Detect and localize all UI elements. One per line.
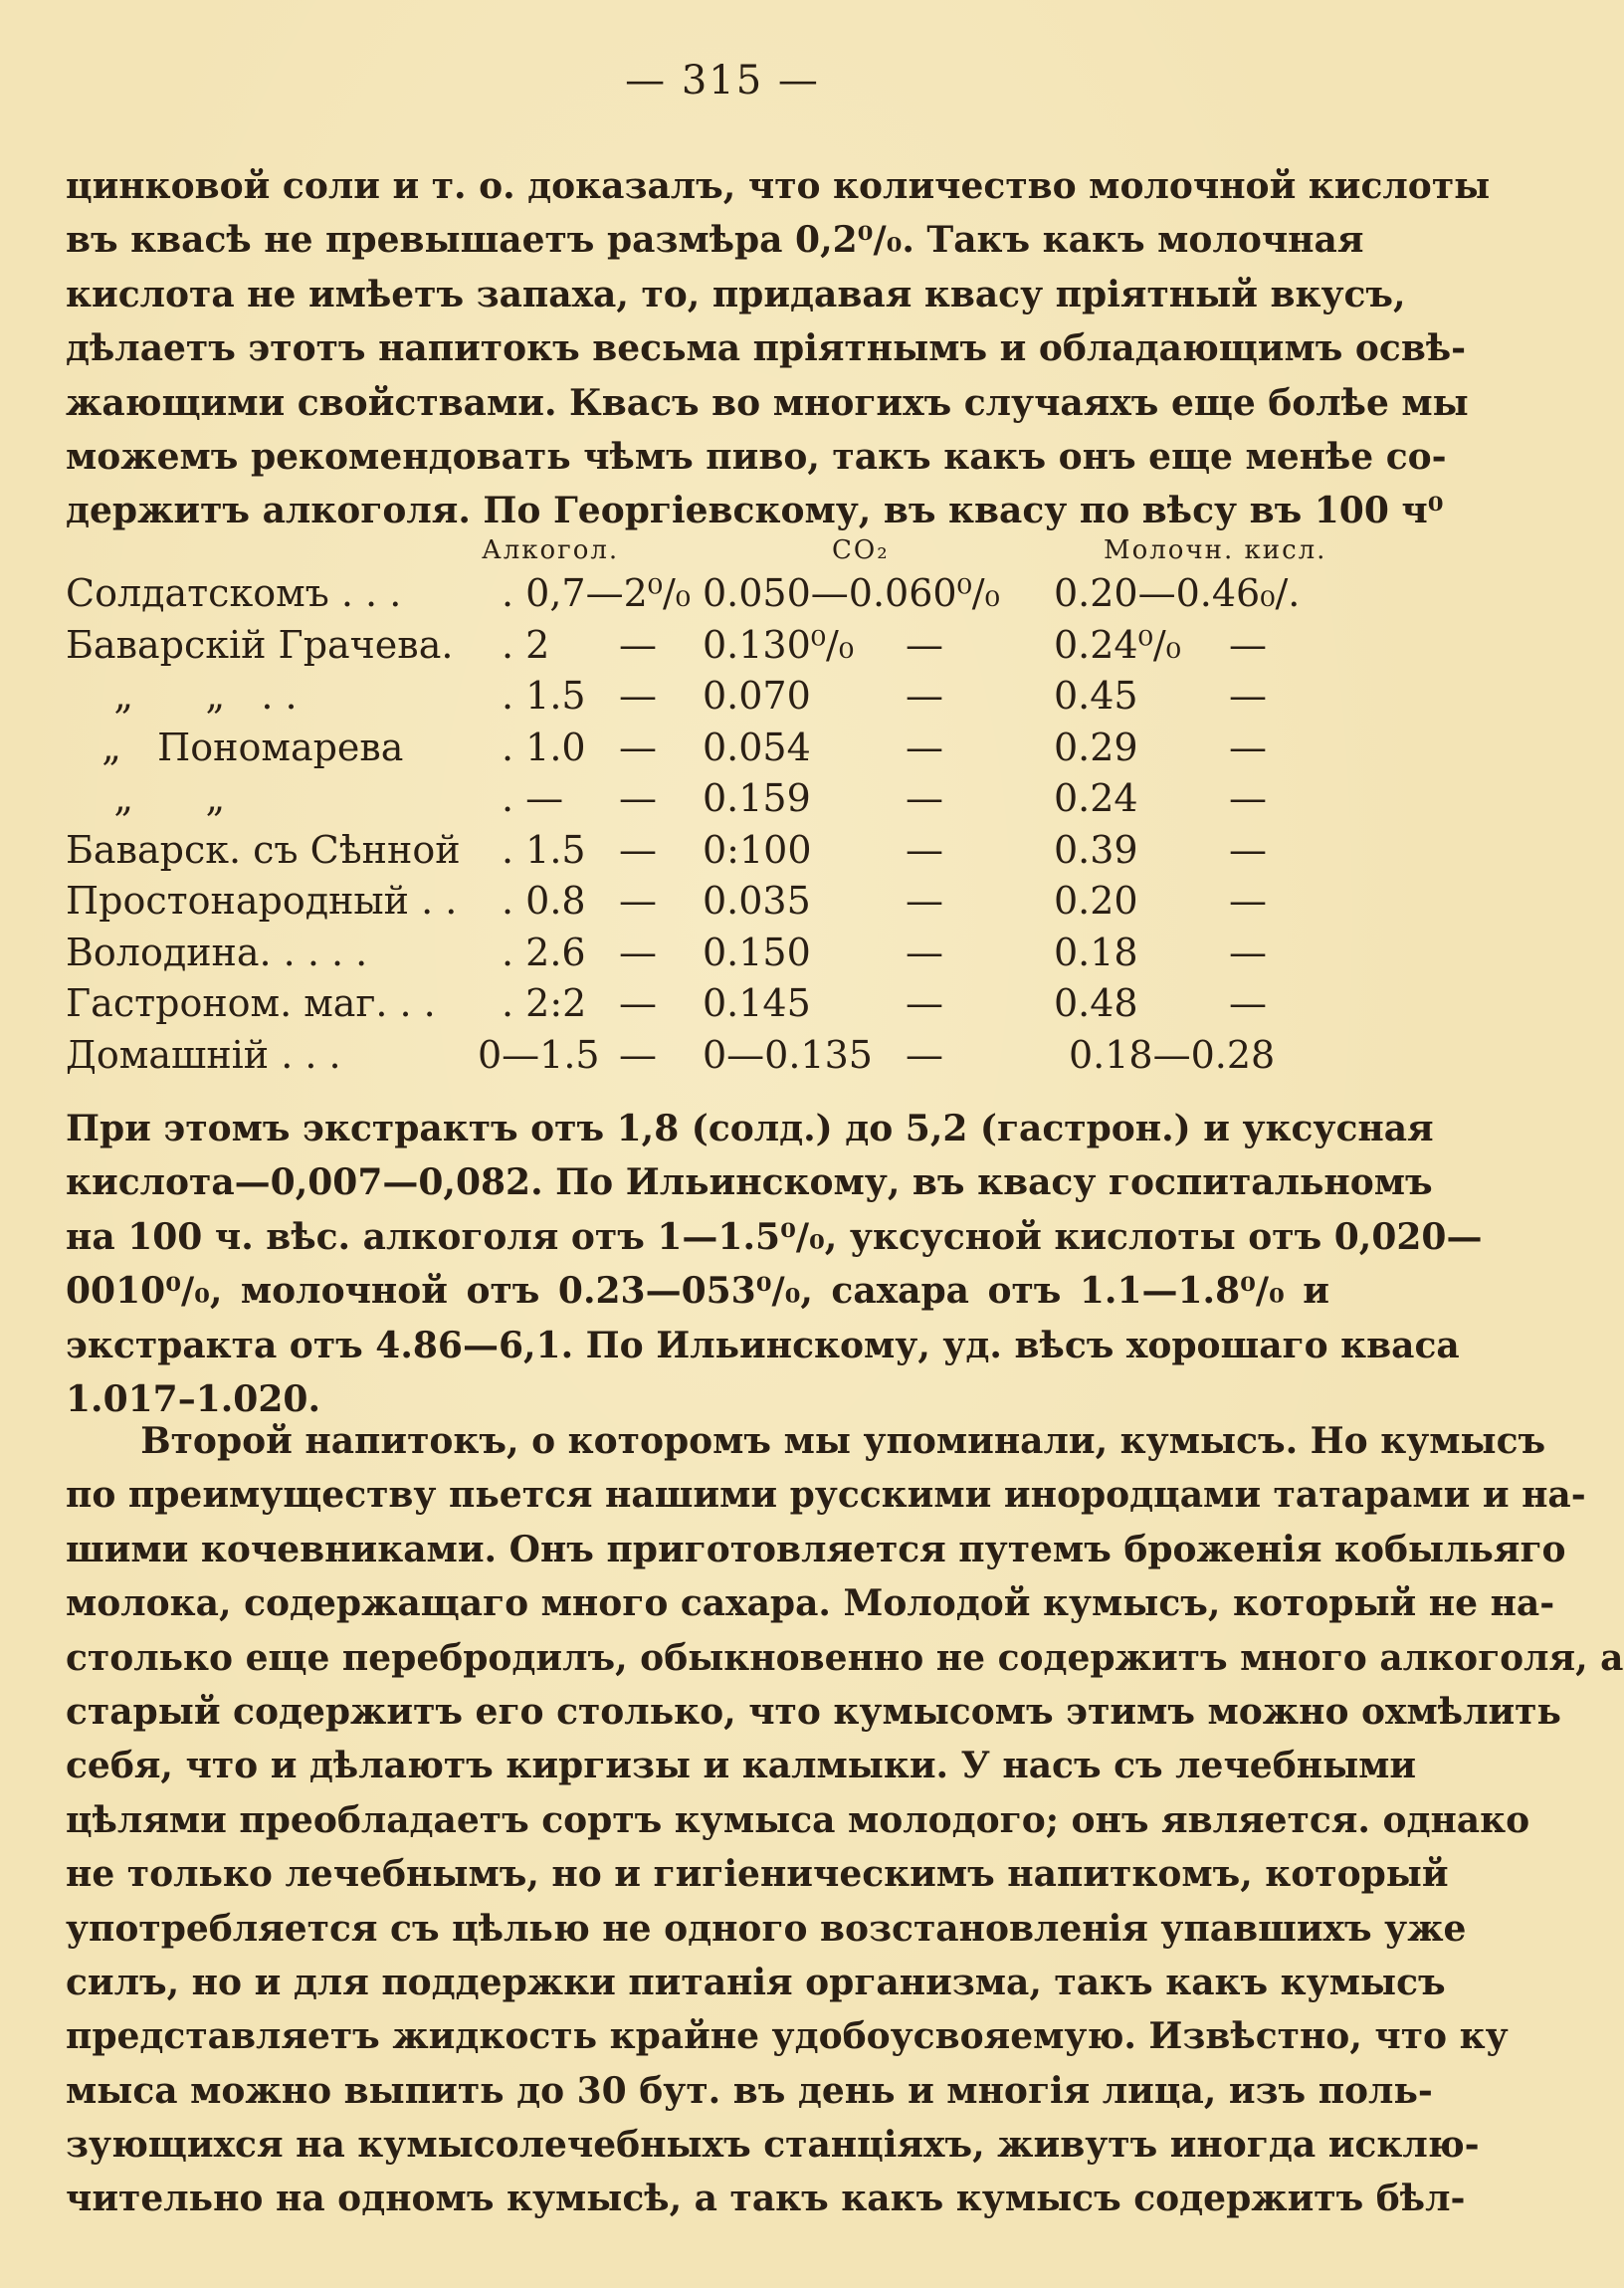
text-line: чительно на одномъ кумысѣ, а такъ какъ кумысъ содержитъ бѣл- [66,2178,1466,2220]
text-line: дѣлаетъ этотъ напитокъ весьма пріятнымъ и обладающимъ освѣ- [66,327,1467,370]
row-alcohol: 0—1.5 [478,1032,600,1077]
row-name: Гастроном. маг. . . [66,981,436,1025]
paragraph-3 [66,1414,1624,2226]
row-dash: — [619,725,657,769]
text-line: можемъ рекомендовать чѣмъ пиво, такъ какъ онъ еще менѣе со- [66,435,1447,478]
row-dash: — [1229,725,1267,769]
text-line: Второй напитокъ, о которомъ мы упоминали, кумысъ. Но кумысъ [66,1420,1546,1462]
row-alcohol: . 1.0 [502,725,586,769]
row-milk-acid: 0.45 [1054,674,1138,718]
header-milk-acid: Молочн. кисл. [1104,535,1327,565]
text-line: силъ, но и для поддержки питанія организма, такъ какъ кумысъ [66,1961,1446,2003]
row-alcohol: . 0.8 [502,879,586,923]
row-dash: — [906,827,943,872]
text-line: въ квасѣ не превышаетъ размѣра 0,2⁰/₀. Такъ какъ молочная [66,219,1364,262]
text-line: столько еще перебродилъ, обыкновенно не содержитъ много алкоголя, а [66,1636,1624,1679]
text-line: 0010⁰/₀, молочной отъ 0.23—053⁰/₀, сахара отъ 1.1—1.8⁰/₀ и [66,1270,1329,1313]
row-alcohol: . 0,7—2⁰/₀ [502,571,692,615]
row-milk-acid: 0.24⁰/₀ [1054,622,1181,667]
row-co2: 0.035 [703,879,811,923]
row-name: Баварск. съ Сѣнной [66,827,461,872]
text-line: цинковой соли и т. о. доказалъ, что количество молочной кислоты [66,165,1491,207]
row-dash: — [906,622,943,667]
text-line: жающими свойствами. Квасъ во многихъ случаяхъ еще болѣе мы [66,381,1469,424]
row-dash: — [906,1032,943,1077]
row-co2: 0—0.135 [703,1032,873,1077]
row-milk-acid: 0.29 [1054,725,1138,769]
row-dash: — [619,622,657,667]
header-co2: CO₂ [832,535,890,565]
row-co2: 0.130⁰/₀ [703,622,855,667]
row-milk-acid: 0.39 [1054,827,1138,872]
text-line: кислота—0,007—0,082. По Ильинскому, въ квасу госпитальномъ [66,1161,1433,1204]
row-co2: 0:100 [703,827,812,872]
table-row [66,726,1359,777]
row-dash: — [619,827,657,872]
row-co2: 0.159 [703,776,811,820]
text-line: представляетъ жидкость крайне удобоусвояемую. Извѣстно, что ку [66,2015,1509,2058]
text-line: на 100 ч. вѣс. алкоголя отъ 1—1.5⁰/₀, уксусной кислоты отъ 0,020— [66,1215,1483,1258]
text-line: по преимуществу пьется нашими русскими инородцами татарами и на- [66,1474,1586,1517]
paragraph-2 [66,1102,1483,1426]
row-co2: 0.050—0.060⁰/₀ [703,571,1000,615]
table-row [66,879,1359,931]
table-row [66,674,1359,726]
table-row [66,931,1359,982]
row-name: Солдатскомъ . . . [66,571,402,615]
row-milk-acid: 0.48 [1054,981,1138,1025]
text-line: не только лечебнымъ, но и гигіеническимъ напиткомъ, который [66,1853,1449,1896]
row-dash: — [1229,622,1267,667]
text-line: молока, содержащаго много сахара. Молодой кумысъ, который не на- [66,1582,1555,1625]
kvass-composition-table [66,571,1359,1084]
row-dash: — [906,674,943,718]
row-dash: — [619,879,657,923]
row-name: „ „ . . [66,674,298,718]
row-dash: — [906,725,943,769]
text-line: держитъ алкоголя. По Георгіевскому, въ квасу по вѣсу въ 100 ч⁰ [66,490,1444,532]
text-line: 1.017–1.020. [66,1377,320,1420]
row-dash: — [906,981,943,1025]
row-co2: 0.054 [703,725,811,769]
text-line: себя, что и дѣлаютъ киргизы и калмыки. У насъ съ лечебными [66,1745,1417,1787]
row-dash: — [619,674,657,718]
paragraph-1 [66,159,1491,538]
row-alcohol: . 2.6 [502,930,586,974]
header-alcohol: Алкогол. [482,535,620,565]
table-row [66,828,1359,880]
row-alcohol: . 1.5 [502,827,586,872]
table-row [66,776,1359,828]
row-dash: — [1229,674,1267,718]
row-dash: — [619,776,657,820]
row-name: „ „ [66,776,226,820]
row-co2: 0.150 [703,930,811,974]
row-alcohol: . 2 [502,622,550,667]
text-line: цѣлями преобладаетъ сортъ кумыса молодого; онъ является. однако [66,1798,1530,1841]
row-name: Простонародный . . [66,879,458,923]
text-line: зующихся на кумысолечебныхъ станціяхъ, живутъ иногда исклю- [66,2124,1480,2167]
text-line: При этомъ экстрактъ отъ 1,8 (солд.) до 5,2 (гастрон.) и уксусная [66,1108,1434,1149]
row-dash: — [906,776,943,820]
table-row [66,571,1359,623]
row-dash: — [619,930,657,974]
row-milk-acid: 0.18 [1054,930,1138,974]
text-line: мыса можно выпить до 30 бут. въ день и многія лица, изъ поль- [66,2069,1433,2112]
row-name: Баварскій Грачева. [66,622,454,667]
row-milk-acid: 0.24 [1054,776,1138,820]
row-dash: — [906,930,943,974]
table-row [66,623,1359,675]
row-milk-acid: 0.18—0.28 [1069,1032,1276,1077]
row-name: Володина. . . . . [66,930,368,974]
row-milk-acid: 0.20—0.46₀/. [1054,571,1301,615]
row-dash: — [1229,981,1267,1025]
table-row [66,981,1359,1033]
table-header [66,535,1359,571]
text-line: экстракта отъ 4.86—6,1. По Ильинскому, уд. вѣсъ хорошаго кваса [66,1324,1460,1366]
row-dash: — [1229,879,1267,923]
row-co2: 0.070 [703,674,811,718]
row-dash: — [619,981,657,1025]
row-dash: — [1229,827,1267,872]
row-milk-acid: 0.20 [1054,879,1138,923]
row-name: „ Пономарева [66,725,404,769]
table-row [66,1033,1359,1085]
page-number: — 315 — [625,58,820,104]
row-dash: — [1229,776,1267,820]
row-dash: — [906,879,943,923]
text-line: употребляется съ цѣлью не одного возстановленія упавшихъ уже [66,1907,1467,1950]
text-line: шими кочевниками. Онъ приготовляется путемъ броженія кобыльяго [66,1528,1566,1570]
row-dash: — [619,1032,657,1077]
row-alcohol: . 1.5 [502,674,586,718]
row-co2: 0.145 [703,981,811,1025]
row-alcohol: . 2:2 [502,981,587,1025]
text-line: кислота не имѣетъ запаха, то, придавая квасу пріятный вкусъ, [66,273,1406,315]
row-alcohol: . — [502,776,564,820]
text-line: старый содержитъ его столько, что кумысомъ этимъ можно охмѣлить [66,1690,1561,1733]
row-dash: — [1229,930,1267,974]
row-name: Домашній . . . [66,1032,341,1077]
